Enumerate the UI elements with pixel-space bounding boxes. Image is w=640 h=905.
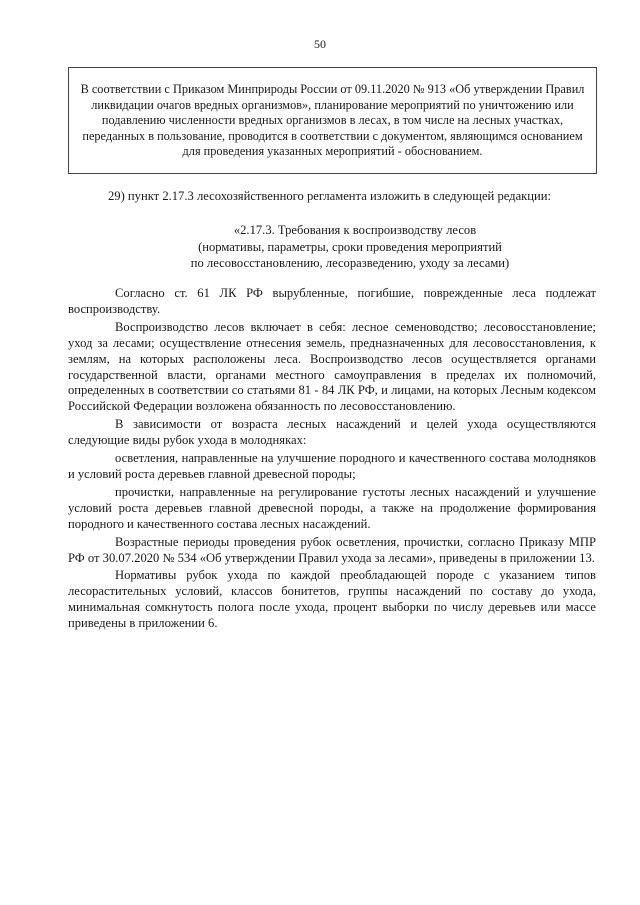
section-heading-subtitle-2: по лесовосстановлению, лесоразведению, уходу за лесами) xyxy=(190,256,510,270)
body-text xyxy=(68,286,596,634)
boxed-note xyxy=(68,67,597,174)
section-heading-subtitle-1: (нормативы, параметры, сроки проведения мероприятий xyxy=(198,239,502,254)
page-number: 50 xyxy=(314,37,326,51)
section-heading xyxy=(110,222,590,272)
boxed-note-text: В соответствии с Приказом Минприроды России от 09.11.2020 № 913 «Об утверждении Правил ликвидации очагов вредных организмов», планирование мероприятий по уничтожению или подавлению численности вредных организмов в лесах, в том числе на лесных участках, переданных в пользование, проводится в соответствии с документом, являющимся основанием для проведения указанных мероприятий - обоснованием. xyxy=(80,82,585,159)
paragraph: прочистки, направленные на регулирование густоты лесных насаждений и улучшение условий роста деревьев главной древесной породы, а также на продолжение формирования породного и качественного состава лесных насаждений. xyxy=(68,484,596,531)
amendment-line: 29) пункт 2.17.3 лесохозяйственного регламента изложить в следующей редакции: xyxy=(108,189,551,203)
section-heading-title: «2.17.3. Требования к воспроизводству лесов xyxy=(233,223,477,237)
paragraph: Нормативы рубок ухода по каждой преобладающей породе с указанием типов лесорастительных условий, классов бонитетов, группы насаждений по составу до ухода, минимальная сомкнутость полога после ухода, процент выборки по числу деревьев или массе приведены в приложении 6. xyxy=(68,568,596,631)
paragraph: Воспроизводство лесов включает в себя: лесное семеноводство; лесовосстановление; уход за лесами; осуществление отнесения земель, предназначенных для лесовосстановления, к землям, на которых расположены леса. Воспроизводство лесов осуществляется органами государственной власти, органами местного самоуправления в пределах их полномочий, определенных в соответствии со статьями 81 - 84 ЛК РФ, и лицами, на которых Лесным кодексом Российской Федерации возложена обязанность по лесовосстановлению. xyxy=(68,319,596,414)
paragraph: В зависимости от возраста лесных насаждений и целей ухода осуществляются следующие виды рубок ухода в молодняках: xyxy=(68,417,596,448)
paragraph: осветления, направленные на улучшение породного и качественного состава молодняков и условий роста деревьев главной древесной породы; xyxy=(68,451,596,481)
paragraph: Согласно ст. 61 ЛК РФ вырубленные, погибшие, поврежденные леса подлежат воспроизводству. xyxy=(68,286,596,316)
paragraph: Возрастные периоды проведения рубок осветления, прочистки, согласно Приказу МПР РФ от 30.07.2020 № 534 «Об утверждении Правил ухода за лесами», приведены в приложении 13. xyxy=(68,534,596,565)
